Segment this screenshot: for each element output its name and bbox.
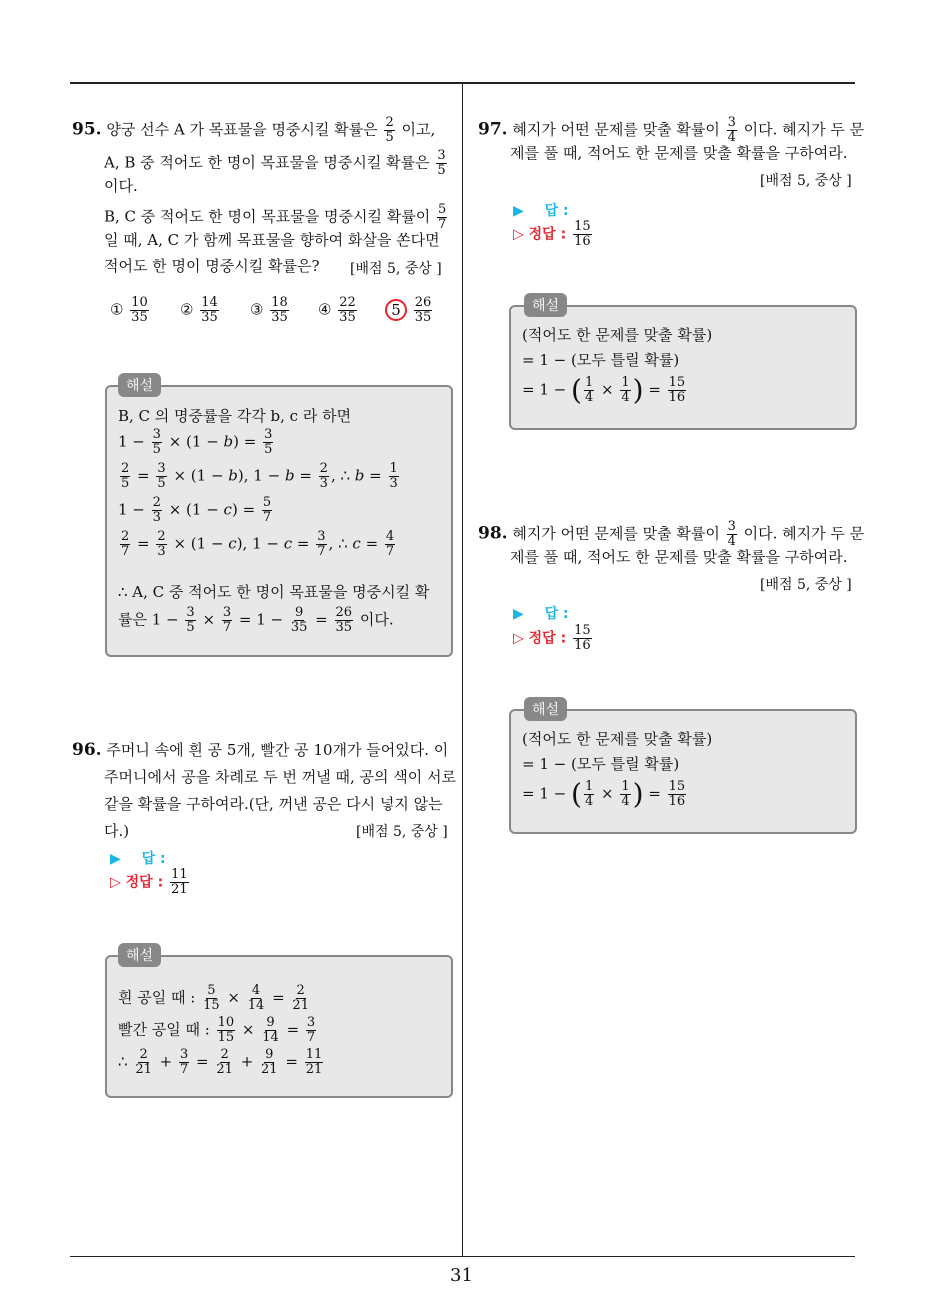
correct-answer: ▷ 정답 : $\frac{11}{21}$ — [110, 867, 188, 897]
solution-tag: 해설 — [118, 373, 161, 397]
score-meta: [배점 5, 중상 ] — [760, 577, 852, 593]
choice-2[interactable]: ② $\frac{14}{35}$ — [180, 295, 218, 325]
bottom-rule — [70, 1256, 855, 1257]
selected-mark-icon: 5 — [385, 299, 407, 321]
fraction: $\frac{3}{4}$ — [727, 115, 736, 145]
equation: = 1 − ( $\frac{1}{4}$ × $\frac{1}{4}$ ) = $\frac{15}{16}$ — [522, 777, 686, 811]
question-number: 97. — [478, 119, 508, 140]
fraction: $\frac{2}{5}$ — [385, 115, 394, 145]
triangle-icon: ▷ — [513, 226, 524, 243]
play-icon: ▶ — [513, 606, 524, 622]
play-icon: ▶ — [110, 851, 121, 867]
solution-tag: 해설 — [524, 697, 567, 721]
triangle-icon: ▷ — [513, 630, 524, 647]
equation: 흰 공일 때 : $\frac{5}{15}$ × $\frac{4}{14}$ = $\frac{2}{21}$ — [118, 983, 309, 1013]
question-number: 96. — [72, 740, 102, 760]
equation: 1 − $\frac{3}{5}$ × (1 − b) = $\frac{3}{5}$ — [118, 427, 273, 457]
choice-5-selected[interactable]: 5 $\frac{26}{35}$ — [385, 296, 434, 325]
equation: = 1 − ( $\frac{1}{4}$ × $\frac{1}{4}$ ) = $\frac{15}{16}$ — [522, 373, 686, 407]
choice-1[interactable]: ① $\frac{10}{35}$ — [110, 295, 148, 325]
answer-input[interactable]: ▶ 답 : — [513, 203, 569, 219]
score-meta: [배점 5, 중상 ] — [760, 173, 852, 189]
equation: $\frac{2}{7}$ = $\frac{2}{3}$ × (1 − c), 1 − c = $\frac{3}{7}$ , ∴ c = $\frac{4}{7}$ — [121, 529, 395, 559]
correct-answer: ▷ 정답 : $\frac{15}{16}$ — [513, 219, 591, 249]
equation: 빨간 공일 때 : $\frac{10}{15}$ × $\frac{9}{14}$ = $\frac{3}{7}$ — [118, 1015, 316, 1045]
play-icon: ▶ — [513, 203, 524, 219]
choice-3[interactable]: ③ $\frac{18}{35}$ — [250, 295, 288, 325]
score-meta: [배점 5, 중상 ] — [356, 824, 448, 840]
fraction: $\frac{5}{7}$ — [438, 202, 447, 232]
equation: 1 − $\frac{2}{3}$ × (1 − c) = $\frac{5}{7}$ — [118, 495, 272, 525]
equation: $\frac{2}{5}$ = $\frac{3}{5}$ × (1 − b), 1 − b = $\frac{2}{3}$ , ∴ b = $\frac{1}{3}$ — [121, 461, 398, 491]
equation: ∴ $\frac{2}{21}$ + $\frac{3}{7}$ = $\frac{2}{21}$ + $\frac{9}{21}$ = $\frac{11}{21}$ — [118, 1047, 323, 1077]
page-number: 31 — [450, 1265, 473, 1286]
solution-tag: 해설 — [118, 943, 161, 967]
fraction: $\frac{3}{4}$ — [727, 519, 736, 549]
fraction: $\frac{3}{5}$ — [437, 148, 446, 178]
correct-answer: ▷ 정답 : $\frac{15}{16}$ — [513, 623, 591, 653]
solution-tag: 해설 — [524, 293, 567, 317]
question-number: 95. — [72, 119, 102, 140]
answer-input[interactable]: ▶ 답 : — [110, 851, 166, 867]
score-meta: [배점 5, 중상 ] — [350, 261, 442, 277]
question-number: 98. — [478, 523, 508, 544]
answer-input[interactable]: ▶ 답 : — [513, 606, 569, 622]
triangle-icon: ▷ — [110, 874, 121, 891]
equation: 률은 1 − $\frac{3}{5}$ × $\frac{3}{7}$ = 1 − $\frac{9}{35}$ = $\frac{26}{35}$ 이다. — [118, 605, 394, 635]
column-divider — [462, 82, 463, 1257]
choice-4[interactable]: ④ $\frac{22}{35}$ — [318, 295, 356, 325]
